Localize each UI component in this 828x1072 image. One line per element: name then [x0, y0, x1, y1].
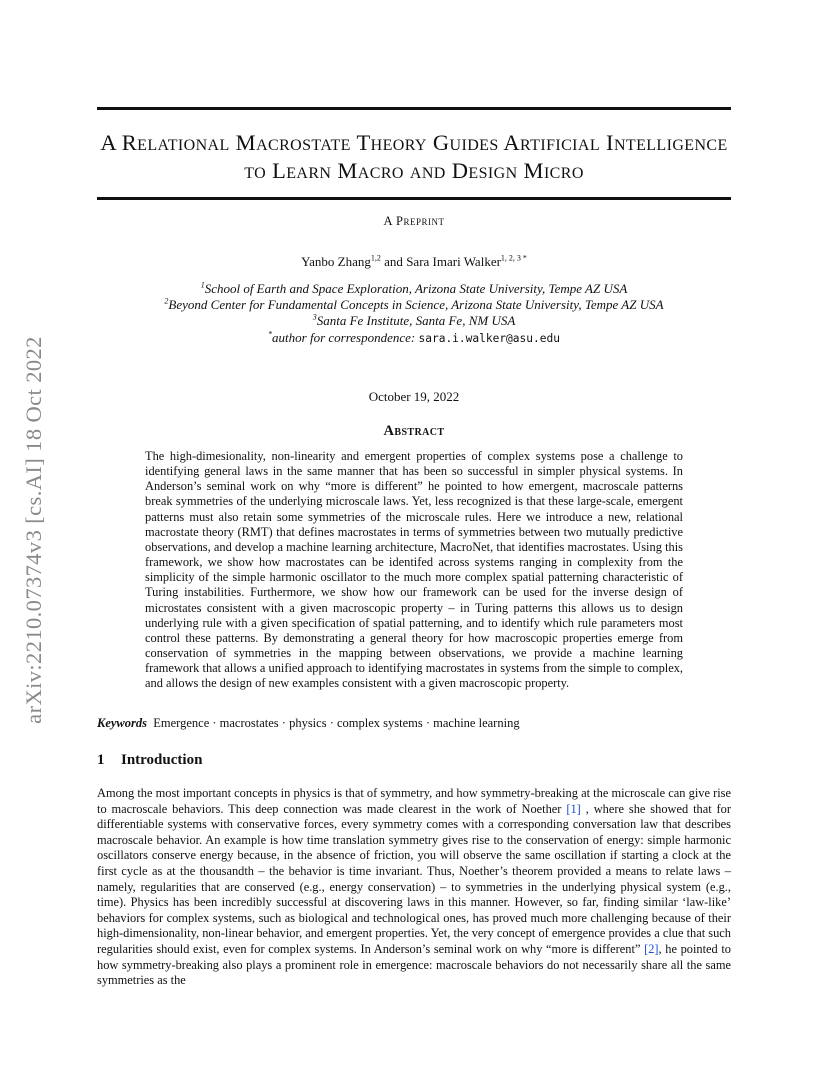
section-heading: [97, 752, 202, 769]
paper-date: October 19, 2022: [368, 389, 460, 404]
abstract-heading: Abstract: [383, 423, 445, 439]
affiliation-line: [97, 281, 731, 297]
correspondence-line: [97, 330, 731, 347]
keywords-text: Emergence · macrostates · physics · complex systems · machine learning: [153, 716, 520, 730]
correspondence-text: author for correspondence:: [272, 329, 419, 345]
body-paragraph: [97, 786, 731, 989]
author-line: [97, 254, 731, 270]
abstract-text: The high-dimesionality, non-linearity and emergent properties of complex systems pose a challenge to identifying general laws in the same manner that has been so successful in simpler physical systems. In Anderson’s seminal work on why “more is different” he pointed to how emergent, macroscale patterns break symmetries of the underlying microscale laws. Yet, less recognized is that these large-scale, emergent patterns must also retain some symmetries of the microscale rules. Here we introduce a new, relational macrostate theory (RMT) that defines macrostates in terms of symmetries between two mutually predictive observations, and develop a machine learning architecture, MacroNet, that identifies macrostates. Using this framework, we show how macrostates can be identifed across systems ranging in complexity from the simplicity of the simple harmonic oscillator to the much more complex spatial patterning characteristic of Turing instabilities. Furthermore, we show how our framework can be used for the inverse design of microstates consistent with a given macroscopic property – in Turing patterns this allows us to design underlying rule with a given specification of spatial patterning, and to identify which rule parameters most control these patterns. By demonstrating a general theory for how macroscopic properties emerge from conservation of symmetries in the mapping between observations, we provide a machine learning framework that allows a unified approach to identifying macrostates in systems from the simple to complex, and allows the design of new examples consistent with a given macroscopic property.: [145, 449, 683, 691]
preprint-label: A Preprint: [383, 214, 445, 228]
citation-link[interactable]: [2]: [644, 941, 659, 956]
affiliation-text: Beyond Center for Fundamental Concepts in Science, Arizona State University, Tempe AZ USA: [168, 297, 664, 313]
author-affiliation-mark: 1, 2, 3 *: [500, 253, 527, 263]
correspondence-email[interactable]: sara.i.walker@asu.edu: [418, 331, 560, 345]
arxiv-stamp: arXiv:2210.07374v3 [cs.AI] 18 Oct 2022: [21, 336, 46, 724]
affiliation-text: School of Earth and Space Exploration, Arizona State University, Tempe AZ USA: [204, 281, 628, 296]
affiliation-mark: 2: [164, 296, 169, 306]
keywords-label: Keywords: [97, 716, 147, 730]
section-number: 1: [97, 752, 105, 768]
body-text: Among the most important concepts in physics is that of symmetry, and how symmetry-breaking at the microscale can give rise to macroscale behaviors. This deep connection was made clearest in the work of Noether: [97, 786, 731, 816]
affiliation-text: Santa Fe Institute, Santa Fe, NM USA: [316, 313, 516, 329]
citation-link[interactable]: [1]: [566, 801, 581, 816]
author-name: Yanbo Zhang: [301, 254, 371, 269]
body-text: , he pointed to how symmetry-breaking also plays a prominent role in emergence: macroscale behaviors do not necessarily share all the same symmetries as the: [97, 941, 731, 988]
title-rule-bottom: [97, 197, 731, 200]
affiliation-mark: 1: [200, 280, 205, 290]
affiliation-mark: 3: [312, 313, 317, 323]
affiliations: [97, 281, 731, 347]
author-name: Sara Imari Walker: [406, 254, 501, 269]
paper-title: A Relational Macrostate Theory Guides Artificial Intelligence to Learn Macro and Design Micro: [100, 130, 728, 183]
body-text: , where she showed that for differentiable systems with conservative forces, every symmetry comes with a corresponding conversation law that describes macroscale behavior. An example is how time translation symmetry gives rise to the conservation of energy: simple harmonic oscillators conserve energy because, in the absence of friction, you will observe the same oscillation if starting a clock at the first cycle as at the thousandth – the behavior is time invariant. Thus, Noether’s theorem provided a means to relate laws – namely, regularities that are conserved (e.g., energy conservation) – to symmetries in the underlying physical system (e.g., time). Physics has been incredibly successful at discovering laws in this manner. However, so far, finding similar ‘law-like’ behaviors for complex systems, such as biological and technological ones, has proved much more challenging because of their high-dimensionality, non-linear behavior, and emergent properties. Yet, the very concept of emergence provides a clue that such regularities should exist, even for complex systems. In Anderson’s seminal work on why “more is different”: [97, 801, 732, 956]
keywords-line: [97, 716, 520, 731]
title-rule-top: [97, 107, 731, 110]
affiliation-line: [97, 297, 731, 313]
section-title: Introduction: [121, 752, 203, 768]
affiliation-line: [97, 313, 731, 329]
correspondence-mark: *: [268, 329, 273, 339]
author-connector: and: [380, 254, 407, 269]
author-affiliation-mark: 1,2: [370, 253, 381, 263]
